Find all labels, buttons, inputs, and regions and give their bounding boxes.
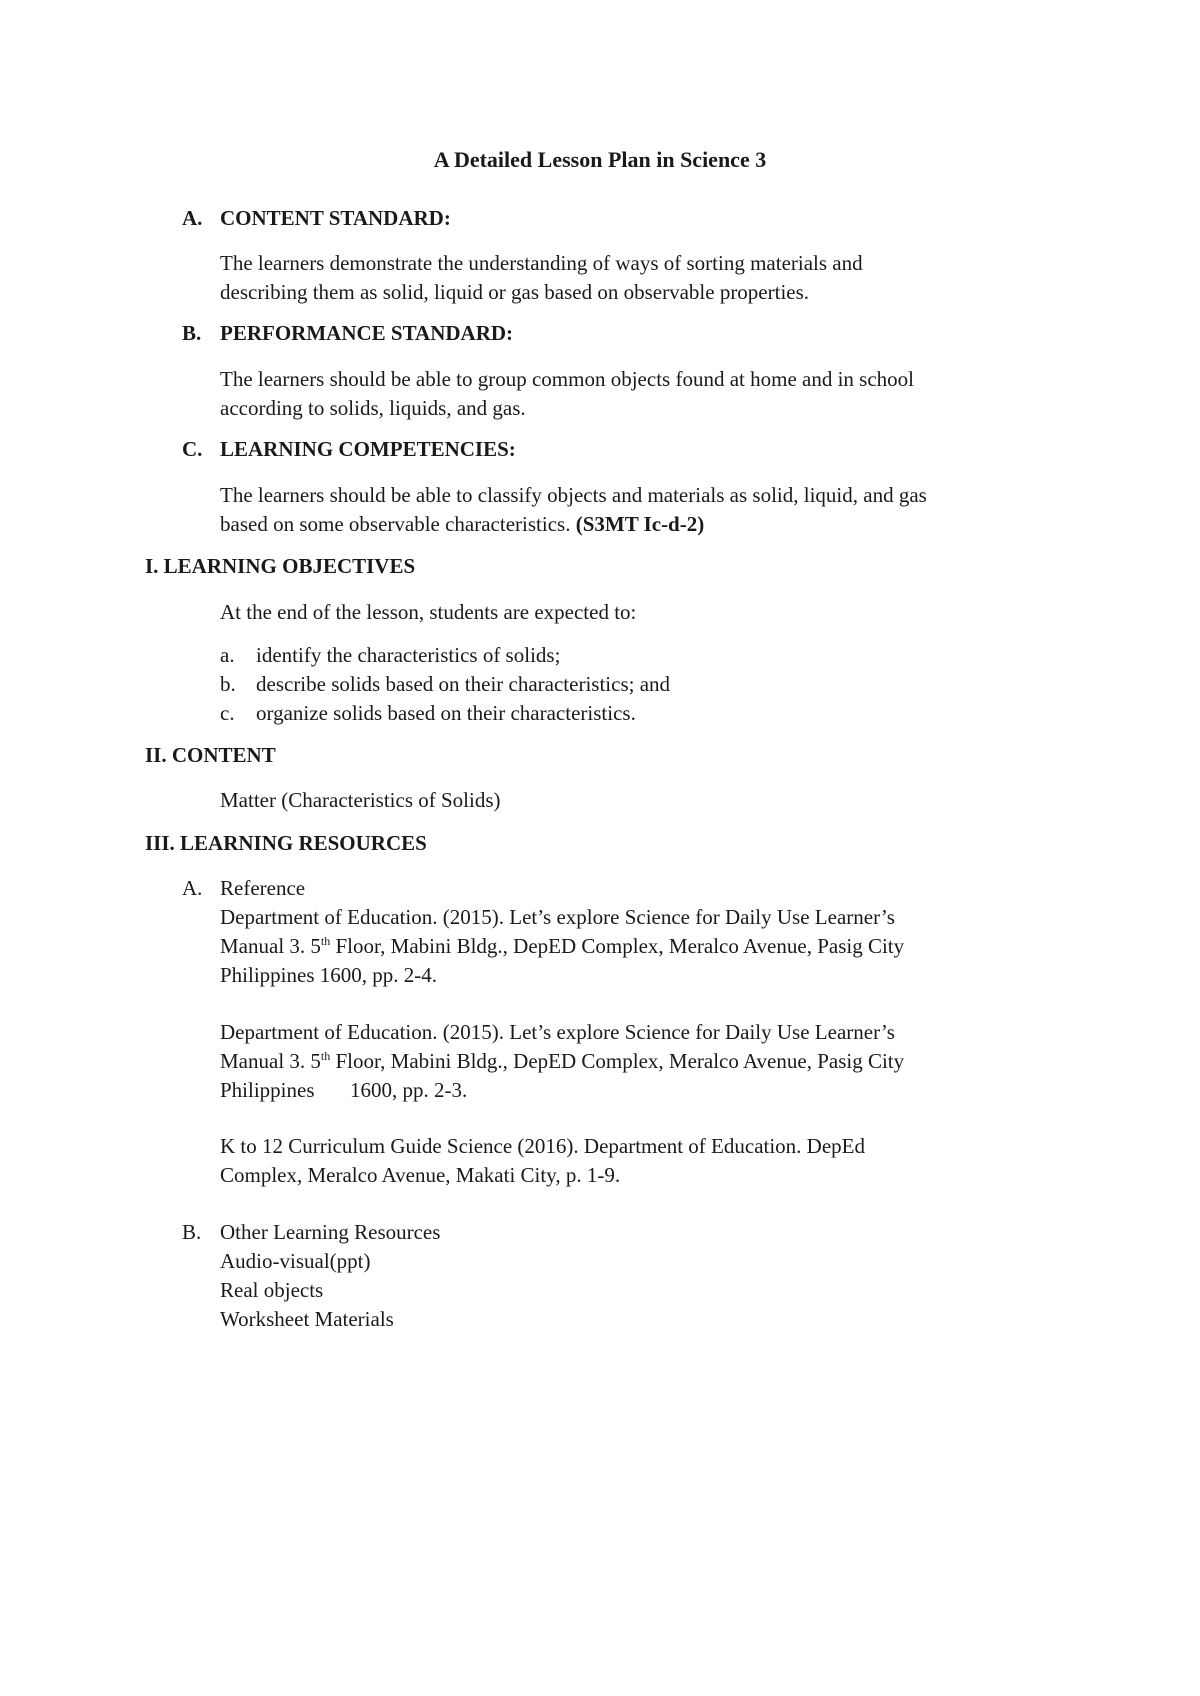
other-resource-item: Audio-visual(ppt) [220, 1249, 371, 1273]
reference-2-line-3a: Philippines [220, 1078, 315, 1102]
objectives-intro: At the end of the lesson, students are expected to: [220, 600, 637, 624]
other-resource-item: Real objects [220, 1278, 324, 1302]
reference-3-line-1: K to 12 Curriculum Guide Science (2016). Department of Education. DepEd [220, 1134, 865, 1158]
reference-letter: A. [182, 876, 203, 900]
reference-2-line-2-pre: Manual 3. 5 [220, 1049, 321, 1073]
content-standard-line-2: describing them as solid, liquid or gas based on observable properties. [220, 280, 810, 304]
reference-2-line-2 [220, 1051, 904, 1072]
other-resources-label: Other Learning Resources [220, 1220, 441, 1244]
content-text: Matter (Characteristics of Solids) [220, 788, 501, 812]
performance-standard-line-1: The learners should be able to group common objects found at home and in school [220, 367, 914, 391]
performance-standard-letter: B. [182, 321, 202, 345]
reference-1-line-1: Department of Education. (2015). Let’s explore Science for Daily Use Learner’s [220, 905, 895, 929]
reference-3-line-2: Complex, Meralco Avenue, Makati City, p. 1-9. [220, 1163, 621, 1187]
objective-c-text: organize solids based on their characteristics. [256, 701, 636, 725]
performance-standard-line-2: according to solids, liquids, and gas. [220, 396, 526, 420]
reference-2-line-3b: 1600, pp. 2-3. [350, 1078, 468, 1102]
performance-standard-heading: PERFORMANCE STANDARD: [220, 321, 514, 345]
resources-heading: III. LEARNING RESOURCES [145, 831, 427, 855]
learning-competencies-line-2 [220, 514, 704, 535]
reference-1-superscript: th [320, 934, 331, 948]
objective-b-letter: b. [220, 672, 236, 696]
objective-a-text: identify the characteristics of solids; [256, 643, 561, 667]
content-standard-line-1: The learners demonstrate the understanding of ways of sorting materials and [220, 251, 863, 275]
other-resource-item: Worksheet Materials [220, 1307, 394, 1331]
learning-competencies-letter: C. [182, 437, 203, 461]
reference-2-line-1: Department of Education. (2015). Let’s explore Science for Daily Use Learner’s [220, 1020, 895, 1044]
content-standard-letter: A. [182, 206, 203, 230]
competency-code: (S3MT Ic-d-2) [575, 512, 705, 536]
objective-b-text: describe solids based on their characteristics; and [256, 672, 671, 696]
learning-competencies-heading: LEARNING COMPETENCIES: [220, 437, 516, 461]
reference-2-line-2-post: Floor, Mabini Bldg., DepED Complex, Meralco Avenue, Pasig City [330, 1049, 905, 1073]
reference-1-line-3: Philippines 1600, pp. 2-4. [220, 963, 438, 987]
objectives-heading: I. LEARNING OBJECTIVES [145, 554, 416, 578]
document-title: A Detailed Lesson Plan in Science 3 [433, 147, 767, 172]
reference-1-line-2-pre: Manual 3. 5 [220, 934, 321, 958]
learning-competencies-line-1: The learners should be able to classify objects and materials as solid, liquid, and gas [220, 483, 927, 507]
reference-1-line-2-post: Floor, Mabini Bldg., DepED Complex, Meralco Avenue, Pasig City [330, 934, 905, 958]
objective-a-letter: a. [220, 643, 235, 667]
objective-c-letter: c. [220, 701, 235, 725]
content-heading: II. CONTENT [145, 743, 276, 767]
other-resources-letter: B. [182, 1220, 202, 1244]
reference-2-superscript: th [320, 1049, 331, 1063]
content-standard-heading: CONTENT STANDARD: [220, 206, 451, 230]
learning-competencies-line-2-text: based on some observable characteristics. [220, 512, 576, 536]
reference-1-line-2 [220, 936, 904, 957]
reference-label: Reference [220, 876, 306, 900]
